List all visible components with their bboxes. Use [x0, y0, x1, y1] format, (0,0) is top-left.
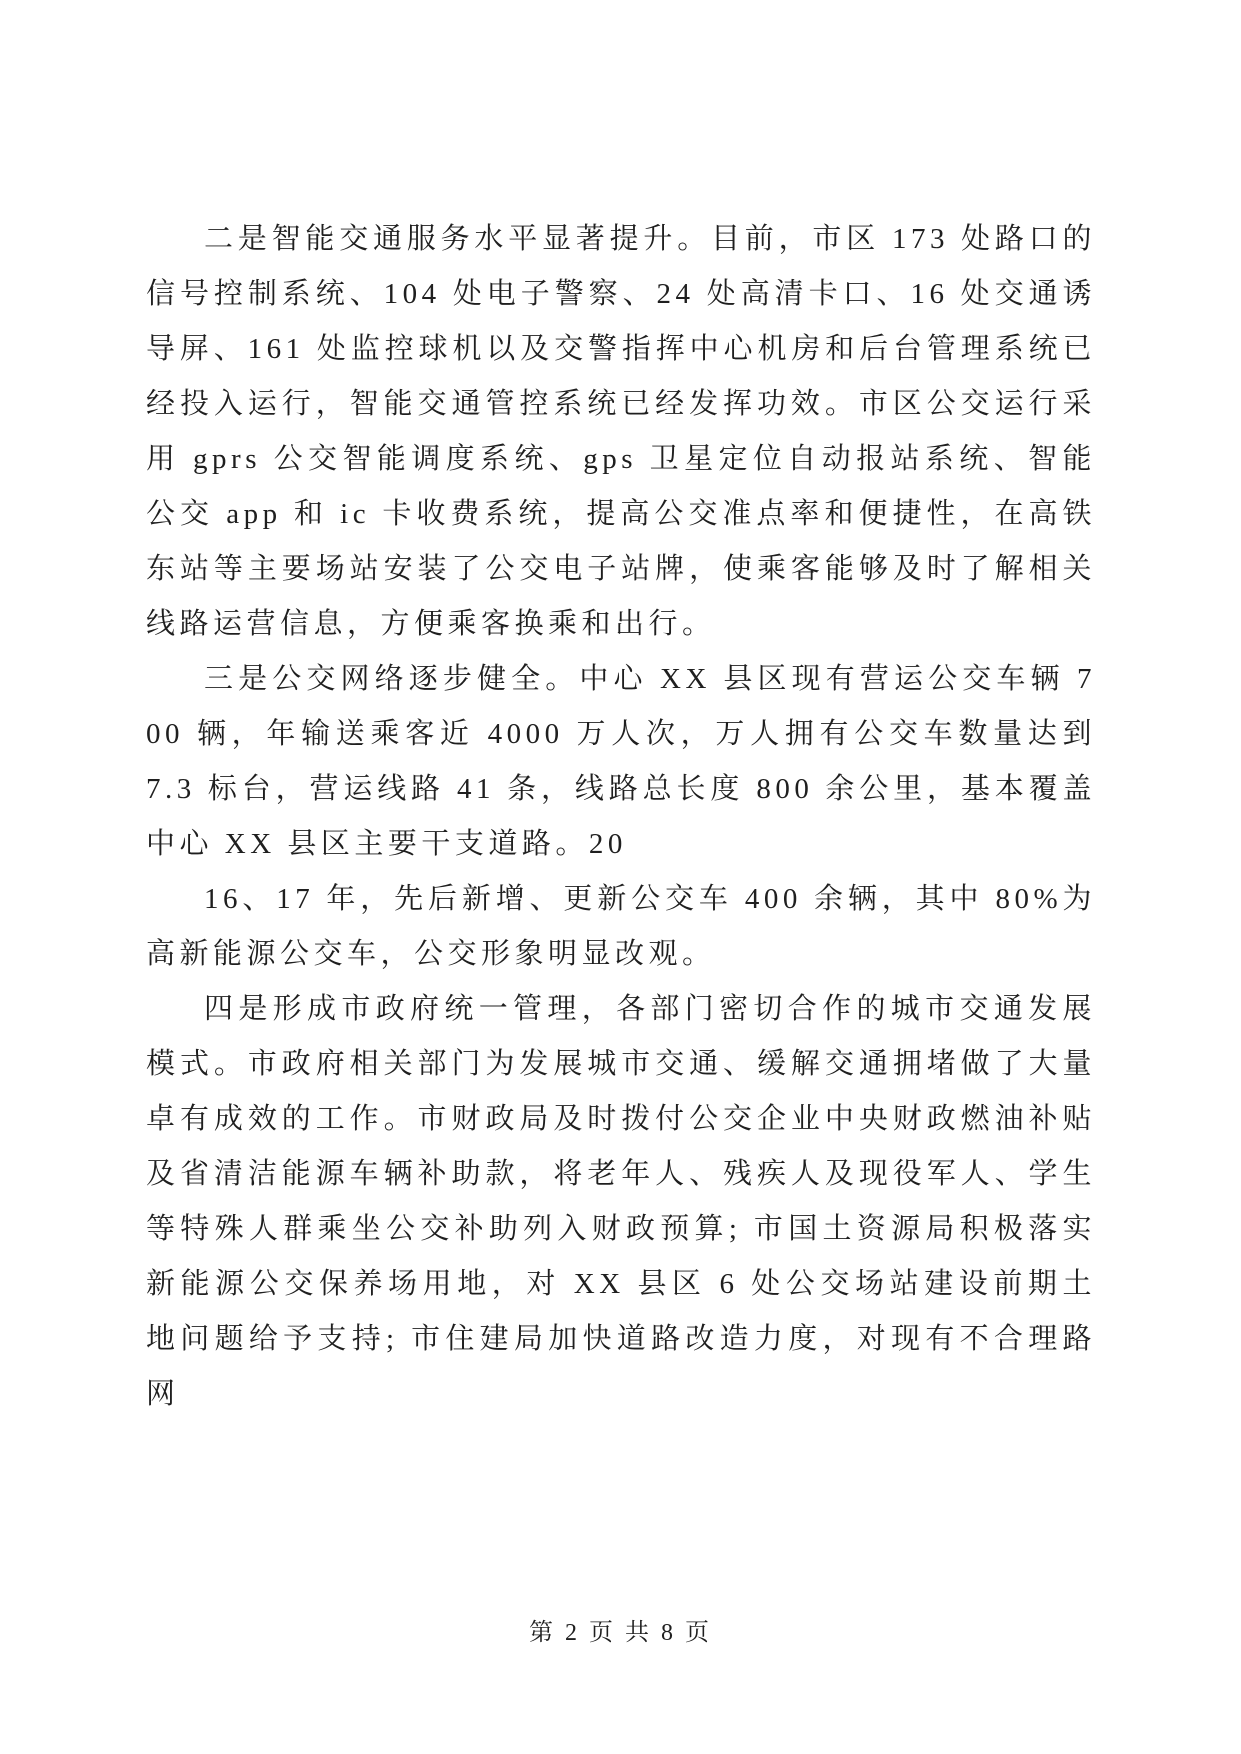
paragraph-bus-network: 三是公交网络逐步健全。中心 XX 县区现有营运公交车辆 700 辆，年输送乘客近 4000 万人次，万人拥有公交车数量达到 7.3 标台，营运线路 41 条，线路总长度 800 余公里，基本覆盖中心 XX 县区主要干支道路。20 [146, 663, 1096, 860]
paragraph-city-government-management: 四是形成市政府统一管理，各部门密切合作的城市交通发展模式。市政府相关部门为发展城市交通、缓解交通拥堵做了大量卓有成效的工作。市财政局及时拨付公交企业中央财政燃油补贴及省清洁能源车辆补助款，将老年人、残疾人及现役军人、学生等特殊人群乘坐公交补助列入财政预算; 市国土资源局积极落实新能源公交保养场用地，对 XX 县区 6 处公交场站建设前期土地问题给予支持; 市住建局加快道路改造力度，对现有不合理路网 [146, 993, 1096, 1410]
page-number-indicator: 第 2 页 共 8 页 [529, 1620, 712, 1646]
page-footer [0, 1612, 1241, 1647]
paragraph-smart-traffic-services: 二是智能交通服务水平显著提升。目前，市区 173 处路口的信号控制系统、104 处电子警察、24 处高清卡口、16 处交通诱导屏、161 处监控球机以及交警指挥中心机房和后台管理系统已经投入运行，智能交通管控系统已经发挥功效。市区公交运行采用 gprs 公交智能调度系统、gps 卫星定位自动报站系统、智能公交 app 和 ic 卡收费系统，提高公交准点率和便捷性，在高铁东站等主要场站安装了公交电子站牌，使乘客能够及时了解相关线路运营信息，方便乘客换乘和出行。 [146, 223, 1096, 640]
document-body [146, 212, 1096, 1422]
paragraph-bus-fleet-update: 16、17 年，先后新增、更新公交车 400 余辆，其中 80%为高新能源公交车，公交形象明显改观。 [146, 883, 1096, 970]
